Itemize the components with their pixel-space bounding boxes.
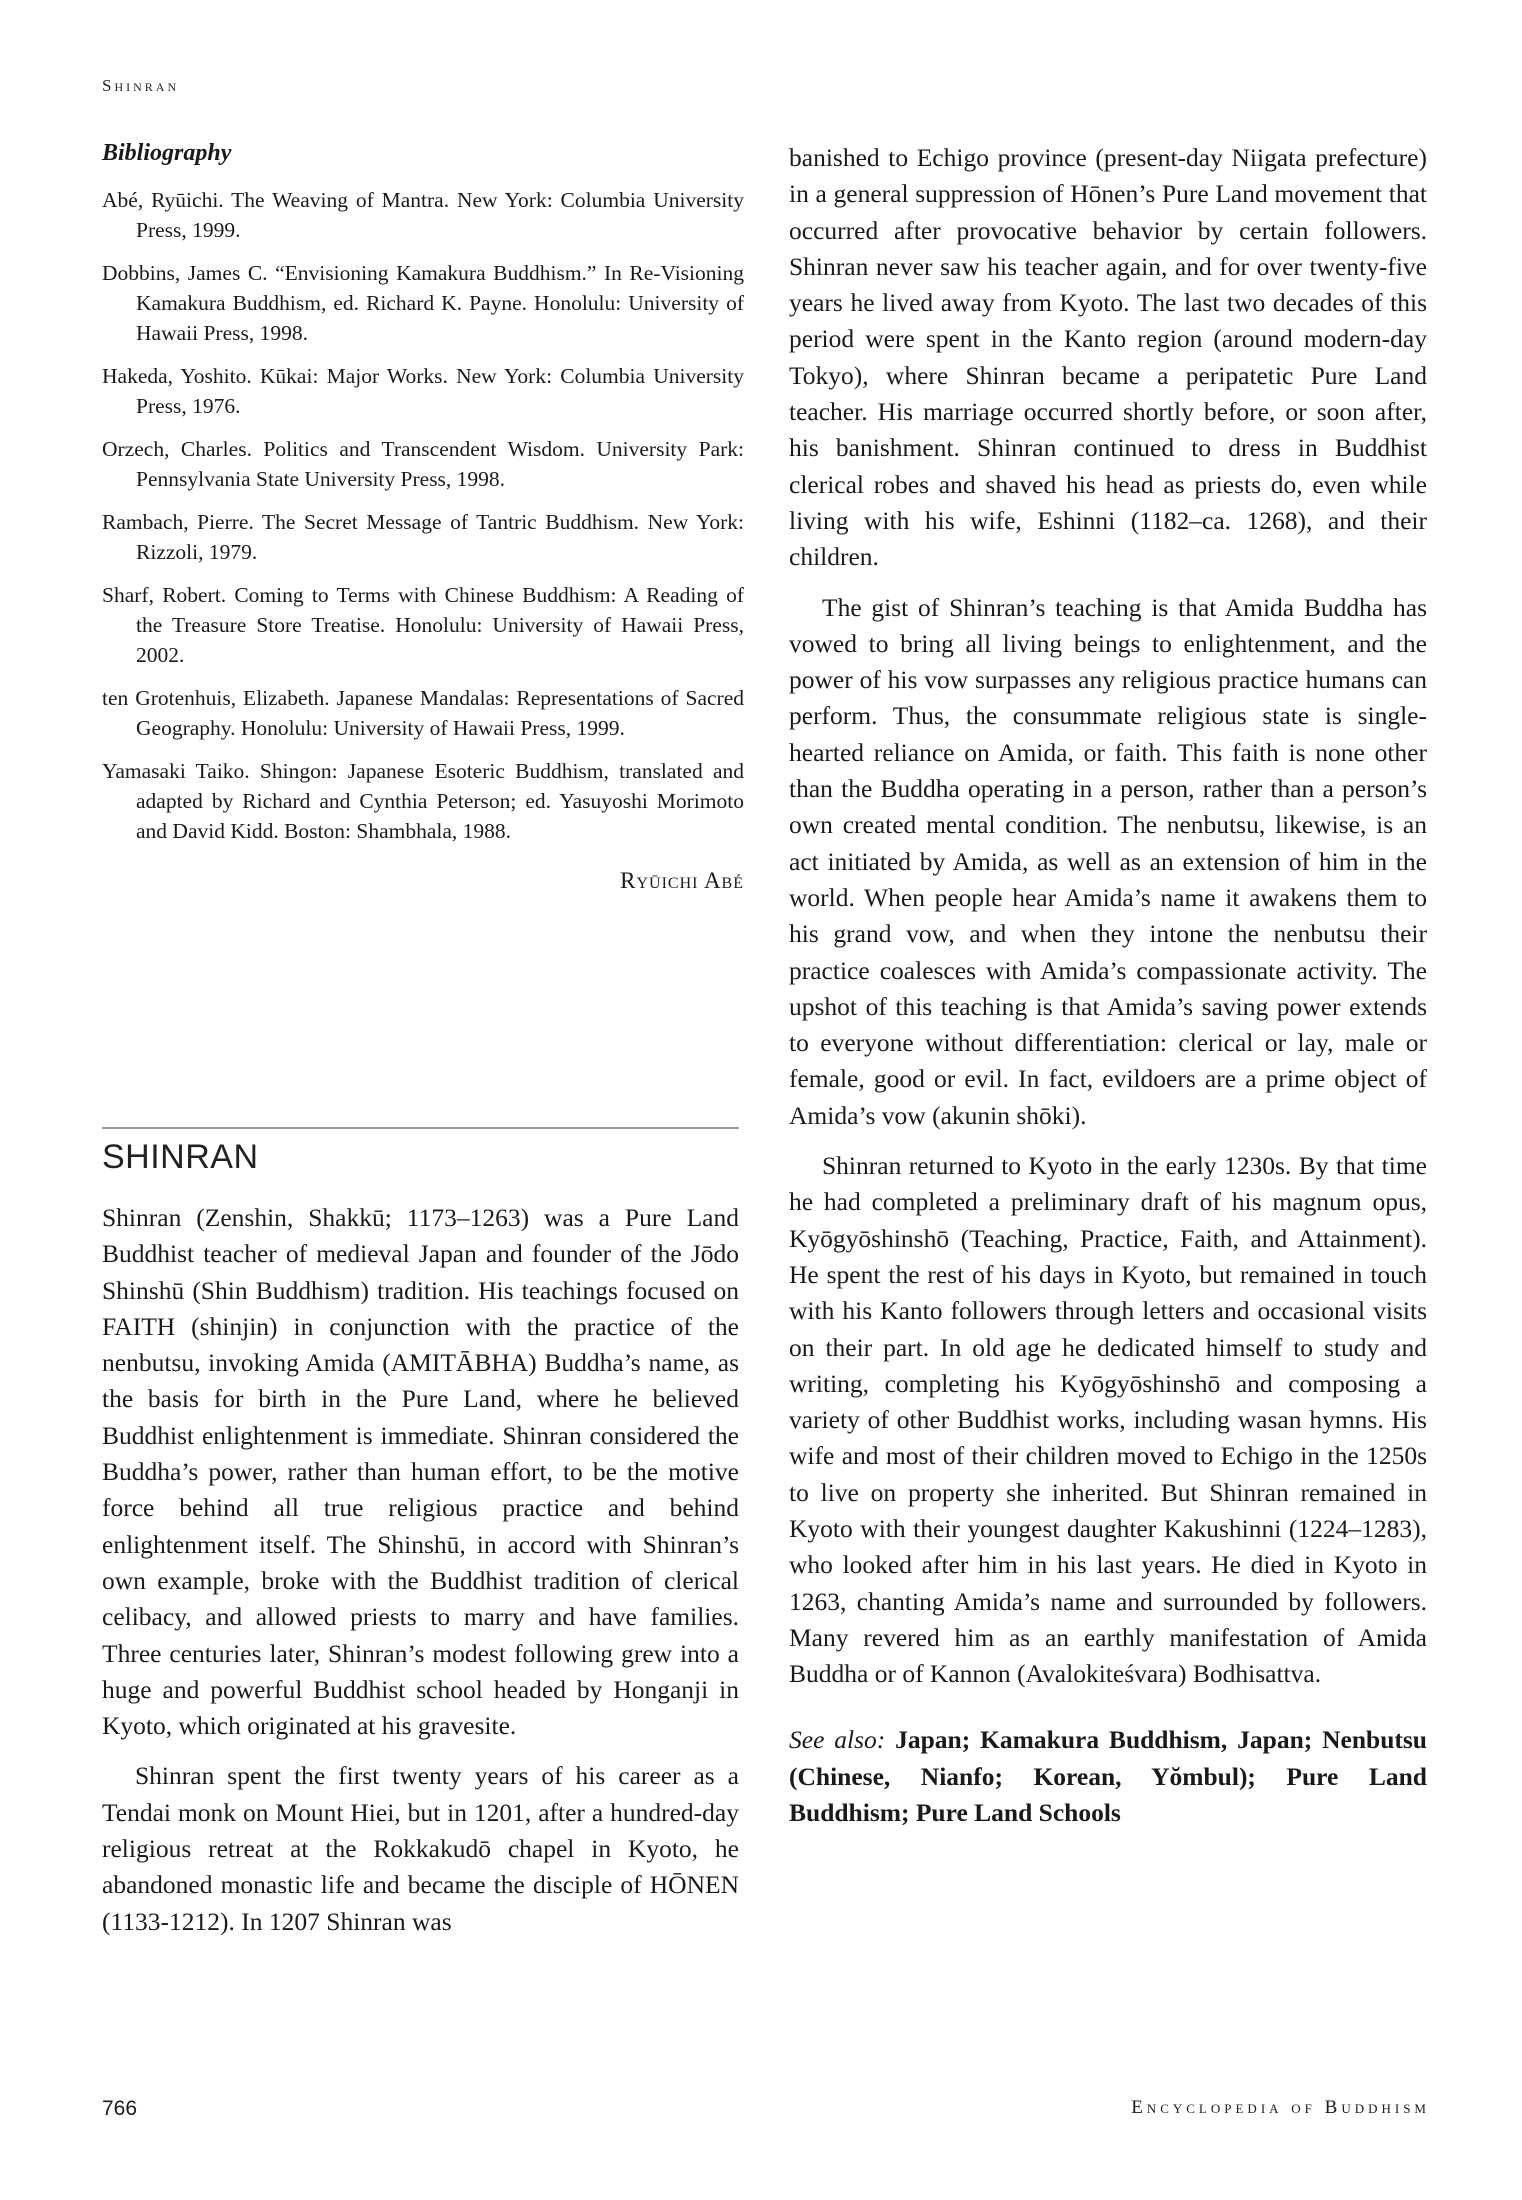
bibliography-entry: Dobbins, James C. “Envisioning Kamakura Buddhism.” In Re-Visioning Kamakura Buddhism, ed. Richard K. Payne. Honolulu: University of Hawaii Press, 1998.: [102, 261, 744, 345]
bibliography-title: Bibliography: [102, 140, 232, 166]
book-title: Encyclopedia of Buddhism: [1131, 2097, 1430, 2118]
see-also: [789, 1722, 1427, 1831]
article-title: SHINRAN: [102, 1138, 259, 1176]
page-number: 766: [102, 2097, 138, 2120]
bibliography-section: [102, 140, 744, 894]
article-paragraph: Shinran (Zenshin, Shakkū; 1173–1263) was a Pure Land Buddhist teacher of medieval Japan and founder of the Jōdo Shinshū (Shin Buddhism) tradition. His teachings focused on FAITH (shinjin) in conjunction with the practice of the nenbutsu, invoking Amida (AMITĀBHA) Buddha’s name, as the basis for birth in the Pure Land, where he believed Buddhist enlightenment is immediate. Shinran considered the Buddha’s power, rather than human effort, to be the motive force behind all true religious practice and behind enlightenment itself. The Shinshū, in accord with Shinran’s own example, broke with the Buddhist tradition of clerical celibacy, and allowed priests to marry and have families. Three centuries later, Shinran’s modest following grew into a huge and powerful Buddhist school headed by Honganji in Kyoto, which originated at his gravesite.: [102, 1203, 739, 1741]
article-paragraph-continued: banished to Echigo province (present-day Niigata prefecture) in a general suppression of Hōnen’s Pure Land movement that occurred after provocative behavior by certain followers. Shinran never saw his teacher again, and for over twenty-five years he lived away from Kyoto. The last two decades of this period were spent in the Kanto region (around modern-day Tokyo), where Shinran became a peripatetic Pure Land teacher. His marriage occurred shortly before, or soon after, his banishment. Shinran continued to dress in Buddhist clerical robes and shaved his head as priests do, even while living with his wife, Eshinni (1182–ca. 1268), and their children.: [789, 143, 1427, 572]
see-also-links[interactable]: Japan; Kamakura Buddhism, Japan; Nenbutsu (Chinese, Nianfo; Korean, Yŏmbul); Pure Land Buddhism; Pure Land Schools: [789, 1725, 1427, 1828]
author-signature: Ryūichi Abé: [620, 868, 744, 893]
bibliography-entry: Yamasaki Taiko. Shingon: Japanese Esoteric Buddhism, translated and adapted by Richard and Cynthia Peterson; ed. Yasuyoshi Morimoto and David Kidd. Boston: Shambhala, 1988.: [102, 759, 744, 843]
article-paragraph-start: Shinran spent the first twenty years of his career as a Tendai monk on Mount Hiei, but in 1201, after a hundred-day religious retreat at the Rokkakudō chapel in Kyoto, he abandoned monastic life and became the disciple of HŌNEN (1133-1212). In 1207 Shinran was: [102, 1761, 739, 1936]
bibliography-entry: ten Grotenhuis, Elizabeth. Japanese Mandalas: Representations of Sacred Geography. Honolulu: University of Hawaii Press, 1999.: [102, 686, 744, 740]
see-also-label: See also:: [789, 1725, 886, 1755]
article-body-right: [789, 140, 1427, 1831]
section-divider: [102, 1127, 739, 1129]
running-head: Shinran: [102, 76, 180, 95]
bibliography-entry: Rambach, Pierre. The Secret Message of Tantric Buddhism. New York: Rizzoli, 1979.: [102, 510, 744, 564]
bibliography-entry: Abé, Ryūichi. The Weaving of Mantra. New York: Columbia University Press, 1999.: [102, 188, 744, 242]
bibliography-entry: Hakeda, Yoshito. Kūkai: Major Works. New York: Columbia University Press, 1976.: [102, 364, 744, 418]
article-body-left: [102, 1200, 739, 1954]
bibliography-entry: Orzech, Charles. Politics and Transcendent Wisdom. University Park: Pennsylvania State University Press, 1998.: [102, 437, 744, 491]
article-paragraph: Shinran returned to Kyoto in the early 1230s. By that time he had completed a preliminary draft of his magnum opus, Kyōgyōshinshō (Teaching, Practice, Faith, and Attainment). He spent the rest of his days in Kyoto, but remained in touch with his Kanto followers through letters and occasional visits on their part. In old age he dedicated himself to study and writing, completing his Kyōgyōshinshō and composing a variety of other Buddhist works, including wasan hymns. His wife and most of their children moved to Echigo in the 1250s to live on property she inherited. But Shinran remained in Kyoto with their youngest daughter Kakushinni (1224–1283), who looked after him in his last years. He died in Kyoto in 1263, chanting Amida’s name and surrounded by followers. Many revered him as an earthly manifestation of Amida Buddha or of Kannon (Avalokiteśvara) Bodhisattva.: [789, 1151, 1427, 1689]
bibliography-entry: Sharf, Robert. Coming to Terms with Chinese Buddhism: A Reading of the Treasure Store Treatise. Honolulu: University of Hawaii Press, 2002.: [102, 583, 744, 667]
article-paragraph: The gist of Shinran’s teaching is that Amida Buddha has vowed to bring all living beings to enlightenment, and the power of his vow surpasses any religious practice humans can perform. Thus, the consummate religious state is single-hearted reliance on Amida, or faith. This faith is none other than the Buddha operating in a person, rather than a person’s own created mental condition. The nenbutsu, likewise, is an act initiated by Amida, as well as an extension of him in the world. When people hear Amida’s name it awakens them to his grand vow, and when they intone the nenbutsu their practice coalesces with Amida’s compassionate activity. The upshot of this teaching is that Amida’s saving power extends to everyone without differentiation: clerical or lay, male or female, good or evil. In fact, evildoers are a prime object of Amida’s vow (akunin shōki).: [789, 592, 1427, 1130]
